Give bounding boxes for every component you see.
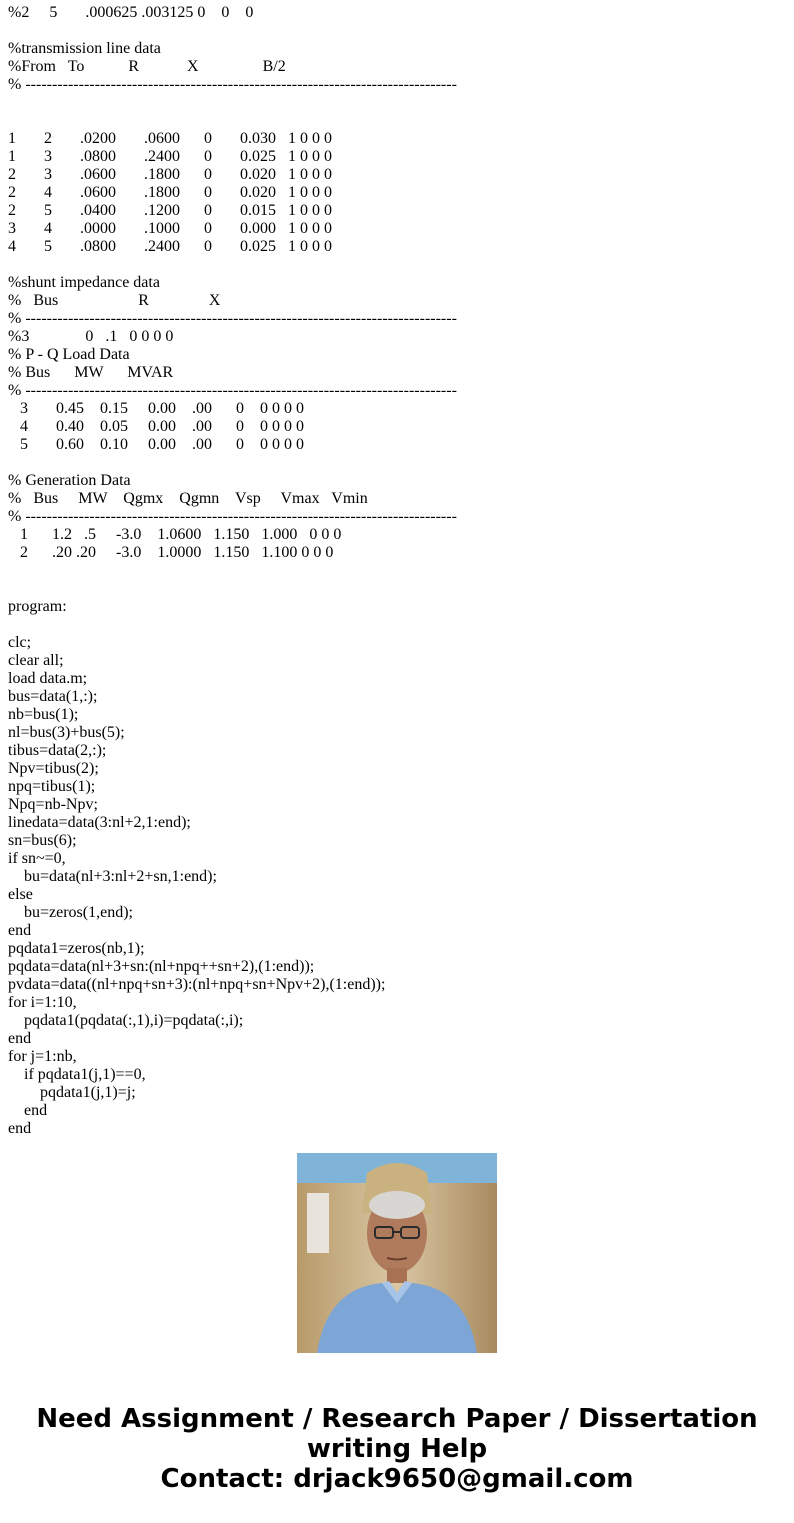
document-line: for i=1:10, <box>8 994 77 1011</box>
promo-line-3: Contact: drjack9650@gmail.com <box>160 1464 634 1494</box>
document-line <box>8 616 788 634</box>
document-line: 2 5 .0400 .1200 0 0.015 1 0 0 0 <box>8 202 332 219</box>
document-line: pqdata1=zeros(nb,1); <box>8 940 145 957</box>
document-line <box>8 112 788 130</box>
document-line <box>8 94 788 112</box>
document-line: 2 4 .0600 .1800 0 0.020 1 0 0 0 <box>8 184 332 201</box>
promo-line-1: Need Assignment / Research Paper / Dissertation <box>36 1404 758 1434</box>
document-line: % --------------------------------------------------------------------------------- <box>8 382 457 399</box>
document-line: % --------------------------------------------------------------------------------- <box>8 508 457 525</box>
document-line: pvdata=data((nl+npq+sn+3):(nl+npq+sn+Npv+2),(1:end)); <box>8 976 386 993</box>
document-line: 1 2 .0200 .0600 0 0.030 1 0 0 0 <box>8 130 332 147</box>
document-text <box>8 4 788 1137</box>
document-line: 2 3 .0600 .1800 0 0.020 1 0 0 0 <box>8 166 332 183</box>
document-line: nl=bus(3)+bus(5); <box>8 724 125 741</box>
document-line: %2 5 .000625 .003125 0 0 0 <box>8 4 254 21</box>
document-line: for j=1:nb, <box>8 1048 77 1065</box>
document-line: bus=data(1,:); <box>8 688 98 705</box>
document-line: %From To R X B/2 <box>8 58 286 75</box>
document-line: 4 0.40 0.05 0.00 .00 0 0 0 0 0 <box>8 418 304 435</box>
document-line: clc; <box>8 634 32 651</box>
promo-banner <box>0 1404 794 1494</box>
document-line: % Bus MW Qgmx Qgmn Vsp Vmax Vmin <box>8 490 368 507</box>
document-line: 4 5 .0800 .2400 0 0.025 1 0 0 0 <box>8 238 332 255</box>
document-line: % Bus MW MVAR <box>8 364 174 381</box>
document-line: end <box>8 1120 32 1137</box>
document-line: 1 3 .0800 .2400 0 0.025 1 0 0 0 <box>8 148 332 165</box>
document-line: % --------------------------------------------------------------------------------- <box>8 310 457 327</box>
document-line <box>8 256 788 274</box>
document-line: sn=bus(6); <box>8 832 77 849</box>
document-line: 3 0.45 0.15 0.00 .00 0 0 0 0 0 <box>8 400 304 417</box>
document-line: 3 4 .0000 .1000 0 0.000 1 0 0 0 <box>8 220 332 237</box>
document-line: pqdata=data(nl+3+sn:(nl+npq++sn+2),(1:end)); <box>8 958 315 975</box>
document-line: if sn~=0, <box>8 850 66 867</box>
promo-line-2: writing Help <box>306 1434 488 1464</box>
document-line: clear all; <box>8 652 64 669</box>
document-line: npq=tibus(1); <box>8 778 96 795</box>
document-line: %3 0 .1 0 0 0 0 <box>8 328 174 345</box>
document-line: end <box>8 922 32 939</box>
document-line: nb=bus(1); <box>8 706 79 723</box>
document-line: tibus=data(2,:); <box>8 742 107 759</box>
document-line: linedata=data(3:nl+2,1:end); <box>8 814 191 831</box>
document-line: % Bus R X <box>8 292 221 309</box>
document-line: % --------------------------------------------------------------------------------- <box>8 76 457 93</box>
document-line: % P - Q Load Data <box>8 346 130 363</box>
document-line: 2 .20 .20 -3.0 1.0000 1.150 1.100 0 0 0 <box>8 544 334 561</box>
document-line <box>8 22 788 40</box>
document-line: %shunt impedance data <box>8 274 160 291</box>
document-line: % Generation Data <box>8 472 131 489</box>
document-line: if pqdata1(j,1)==0, <box>8 1066 146 1083</box>
document-line: pqdata1(pqdata(:,1),i)=pqdata(:,i); <box>8 1012 244 1029</box>
document-line: program: <box>8 598 67 615</box>
document-line: 1 1.2 .5 -3.0 1.0600 1.150 1.000 0 0 0 <box>8 526 342 543</box>
document-line: 5 0.60 0.10 0.00 .00 0 0 0 0 0 <box>8 436 304 453</box>
document-line: end <box>8 1102 48 1119</box>
document-line: bu=data(nl+3:nl+2+sn,1:end); <box>8 868 217 885</box>
document-line: pqdata1(j,1)=j; <box>8 1084 136 1101</box>
document-line: end <box>8 1030 32 1047</box>
document-line <box>8 562 788 580</box>
document-line: %transmission line data <box>8 40 161 57</box>
document-line: else <box>8 886 33 903</box>
author-photo <box>297 1153 497 1353</box>
document-line: Npv=tibus(2); <box>8 760 99 777</box>
document-line <box>8 454 788 472</box>
document-line: Npq=nb-Npv; <box>8 796 98 813</box>
document-line <box>8 580 788 598</box>
document-line: load data.m; <box>8 670 88 687</box>
document-line: bu=zeros(1,end); <box>8 904 133 921</box>
